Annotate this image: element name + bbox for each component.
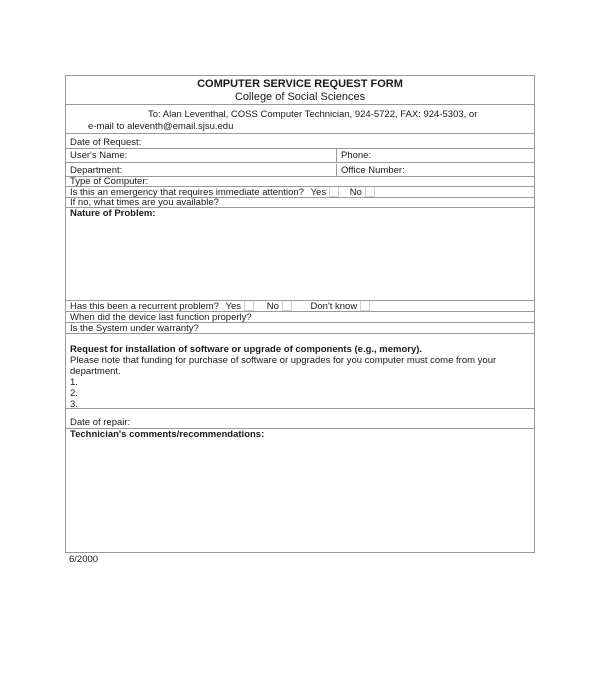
recurrent-question: Has this been a recurrent problem? (70, 301, 219, 311)
department-label: Department: (70, 165, 123, 176)
emergency-row (66, 187, 534, 198)
emergency-no-checkbox[interactable] (365, 187, 375, 197)
date-of-repair-label: Date of repair: (70, 417, 131, 428)
last-function-label: When did the device last function properly? (70, 312, 252, 322)
recurrent-no-checkbox[interactable] (282, 301, 292, 311)
emergency-no-label: No (349, 187, 362, 197)
warranty-row[interactable] (66, 323, 534, 334)
contact-line-1: To: Alan Leventhal, COSS Computer Technician, 924-5722, FAX: 924-5303, or (148, 109, 478, 120)
recurrent-yes-checkbox[interactable] (244, 301, 254, 311)
users-name-label: User's Name: (70, 150, 128, 161)
contact-info (66, 105, 534, 134)
users-name-row (66, 149, 534, 163)
technician-comments-label: Technician's comments/recommendations: (70, 429, 265, 440)
office-number-field[interactable] (336, 164, 534, 176)
recurrent-row (66, 301, 534, 312)
software-request-section[interactable] (66, 334, 534, 409)
availability-label: If no, what times are you available? (70, 198, 219, 207)
department-field[interactable] (66, 164, 336, 176)
type-of-computer-row[interactable] (66, 177, 534, 187)
form-subtitle: College of Social Sciences (234, 91, 366, 103)
type-of-computer-label: Type of Computer: (70, 177, 149, 186)
software-item-3: 3. (70, 399, 78, 410)
date-of-repair-row[interactable] (66, 409, 534, 429)
technician-comments-area[interactable] (66, 429, 534, 552)
recurrent-yes-label: Yes (225, 301, 242, 311)
last-function-row[interactable] (66, 312, 534, 323)
recurrent-dont-know-checkbox[interactable] (360, 301, 370, 311)
contact-line-2: e-mail to aleventh@email.sjsu.edu (88, 121, 234, 132)
service-request-form (65, 75, 535, 553)
emergency-yes-checkbox[interactable] (329, 187, 339, 197)
date-of-request-row[interactable] (66, 134, 534, 149)
users-name-field[interactable] (66, 149, 336, 162)
form-title: COMPUTER SERVICE REQUEST FORM (197, 78, 403, 90)
recurrent-no-label: No (266, 301, 279, 311)
nature-of-problem-label: Nature of Problem: (70, 208, 156, 219)
software-request-note: Please note that funding for purchase of software or upgrades for you computer must come from your department. (70, 355, 497, 377)
phone-field[interactable] (336, 149, 534, 162)
office-number-label: Office Number: (341, 165, 405, 176)
software-item-1: 1. (70, 377, 78, 388)
software-item-2: 2. (70, 388, 78, 399)
emergency-yes-label: Yes (310, 187, 327, 197)
date-of-request-label: Date of Request: (70, 137, 142, 148)
recurrent-dont-know-label: Don't know (310, 301, 358, 311)
form-header (66, 76, 534, 105)
department-row (66, 163, 534, 177)
availability-row[interactable] (66, 198, 534, 208)
nature-of-problem-area[interactable] (66, 208, 534, 301)
phone-label: Phone: (341, 150, 372, 161)
warranty-label: Is the System under warranty? (70, 323, 199, 333)
emergency-question: Is this an emergency that requires immediate attention? (70, 187, 304, 197)
software-request-heading: Request for installation of software or upgrade of components (e.g., memory). (70, 344, 423, 355)
revision-date: 6/2000 (69, 554, 99, 565)
